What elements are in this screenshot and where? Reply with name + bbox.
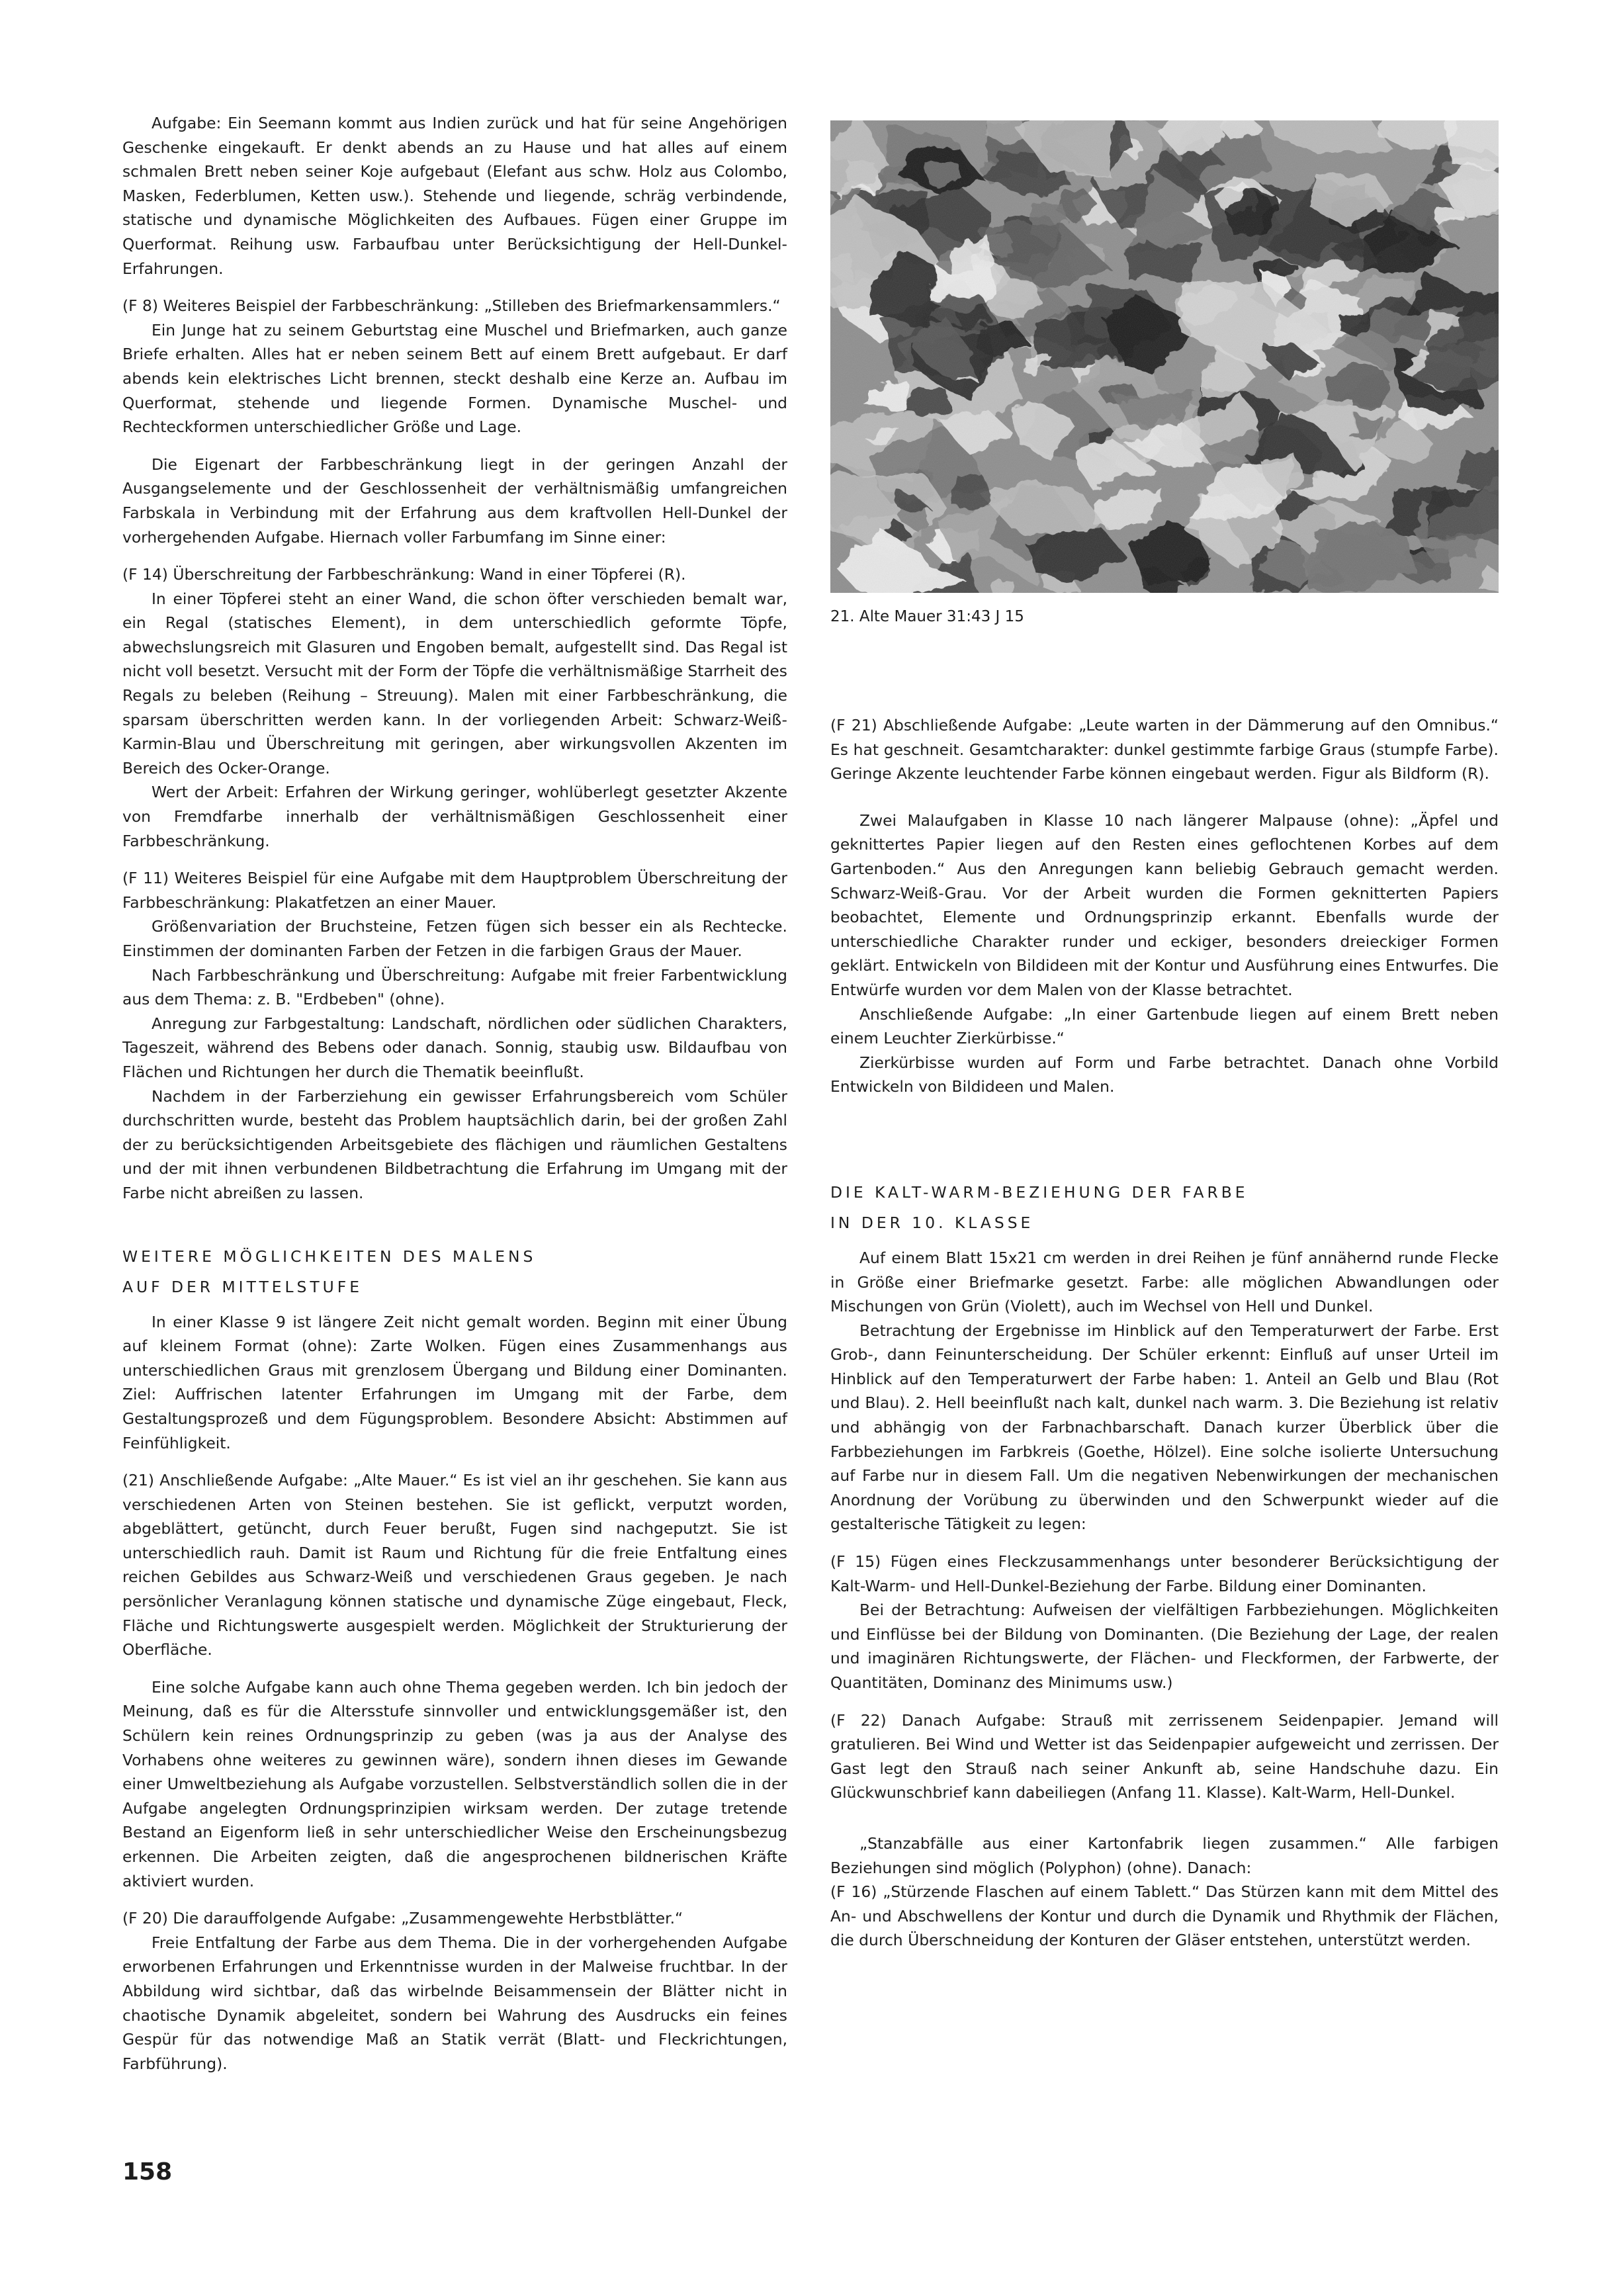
paragraph: (F 22) Danach Aufgabe: Strauß mit zerrissenem Seidenpapier. Jemand will gratulieren. Bei Wind und Wetter ist das Seidenpapier aufgeweicht und zerrissen. Der Gast legt den Strauß nach seiner Ankunft ab, seine Handschuhe dazu. Ein Glückwunschbrief kann dabeiliegen (Anfang 11. Klasse). Kalt-Warm, Hell-Dunkel. <box>830 1710 1499 1802</box>
section-heading-line: DIE KALT-WARM-BEZIEHUNG DER FARBE <box>830 1182 1249 1202</box>
paragraph: Ein Junge hat zu seinem Geburtstag eine Muschel und Briefmarken, auch ganze Briefe erhalten. Alles hat er neben seinem Bett auf einem Brett aufgebaut. Er darf abends kein elektrisches Licht brennen, steckt deshalb eine Kerze an. Aufbau im Querformat, stehende und liegende Formen. Dynamische Muschel- und Rechteckformen unterschiedlicher Größe und Lage. <box>122 320 787 437</box>
paragraph: Betrachtung der Ergebnisse im Hinblick auf den Temperaturwert der Farbe. Erst Grob-, dann Feinunterscheidung. Der Schüler erkennt: Einfluß auf unser Urteil im Hinblick auf den Temperaturwert der Farbe haben: 1. Anteil an Gelb und Blau (Rot und Blau). 2. Hell beeinflußt nach kalt, dunkel nach warm. 3. Die Beziehung ist relativ und abhängig von der Farbnachbarschaft. Danach kurzer Überblick über die Farbbeziehungen im Farbkreis (Goethe, Hölzel). Eine solche isolierte Untersuchung auf Farbe nur in diesem Fall. Um die negativen Nebenwirkungen der mechanischen Anordnung der Vorübung zu überwinden und den Schwerpunkt wieder auf die gestalterische Tätigkeit zu legen: <box>830 1321 1499 1534</box>
paragraph: Zierkürbisse wurden auf Form und Farbe betrachtet. Danach ohne Vorbild Entwickeln von Bildideen und Malen. <box>830 1053 1499 1096</box>
wall-texture <box>830 120 1499 593</box>
paragraph: Größenvariation der Bruchsteine, Fetzen fügen sich besser ein als Rechtecke. Einstimmen der dominanten Farben der Fetzen in die farbigen Graus der Mauer. <box>122 917 787 960</box>
paragraph: In einer Töpferei steht an einer Wand, die schon öfter verschieden bemalt war, ein Regal (statisches Element), in dem unterschiedlich geformte Töpfe, abwechslungsreich mit Glasuren und Engoben bemalt, aufgestellt sind. Das Regal ist nicht voll besetzt. Versucht mit der Form der Töpfe die verhältnismäßige Starrheit des Regals zu beleben (Reihung – Streuung). Malen mit einer Farbbeschränkung, die sparsam überschritten werden kann. In der vorliegenden Arbeit: Schwarz-Weiß-Karmin-Blau und Überschreitung mit geringen, aber wirkungsvollen Akzenten im Bereich des Ocker-Orange. <box>122 589 787 777</box>
right-column <box>830 111 1499 1953</box>
paragraph: Nachdem in der Farberziehung ein gewisser Erfahrungsbereich vom Schüler durchschritten wurde, besteht das Problem hauptsächlich darin, bei der großen Zahl der zu berücksichtigenden Arbeitsgebiete des flächigen und räumlichen Gestaltens und der mit ihnen verbundenen Bildbetrachtung die Erfahrung im Umgang mit der Farbe nicht abreißen zu lassen. <box>122 1086 787 1202</box>
stone-wall-illustration <box>830 120 1499 593</box>
paragraph: (F 16) „Stürzende Flaschen auf einem Tablett.“ Das Stürzen kann mit dem Mittel des An- und Abschwellens der Kontur und durch die Dynamik und Rhythmik der Flächen, die durch Überschneidung der Konturen der Gläser entstehen, unterstützt werden. <box>830 1882 1499 1950</box>
paragraph: Auf einem Blatt 15x21 cm werden in drei Reihen je fünf annähernd runde Flecke in Größe einer Briefmarke gesetzt. Farbe: alle möglichen Abwandlungen oder Mischungen von Grün (Violett), auch im Wechsel von Hell und Dunkel. <box>830 1248 1499 1316</box>
figure-caption: 21. Alte Mauer 31:43 J 15 <box>830 608 1024 625</box>
left-column <box>122 111 787 2076</box>
paragraph: (F 14) Überschreitung der Farbbeschränkung: Wand in einer Töpferei (R). <box>122 565 686 584</box>
figure-old-wall-image <box>830 120 1499 593</box>
paragraph: Anschließende Aufgabe: „In einer Gartenbude liegen auf einem Brett neben einem Leuchter Zierkürbisse.“ <box>830 1004 1499 1048</box>
paragraph: Nach Farbbeschränkung und Überschreitung: Aufgabe mit freier Farbentwicklung aus dem Thema: z. B. "Erdbeben" (ohne). <box>122 965 787 1009</box>
paragraph: Zwei Malaufgaben in Klasse 10 nach längerer Malpause (ohne): „Äpfel und geknittertes Papier liegen auf den Resten eines geflochtenen Korbes auf dem Gartenboden.“ Aus den Anregungen kann beliebig Gebrauch gemacht werden. Schwarz-Weiß-Grau. Vor der Arbeit wurden die Formen geknitterten Papiers beobachtet, Elemente und Ordnungsprinzip erkannt. Ebenfalls wurde der unterschiedliche Charakter runder und eckiger, besonders dreieckiger Formen geklärt. Entwickeln von Bildideen mit der Kontur und Ausführung eines Entwurfes. Die Entwürfe wurden vor dem Malen von der Klasse betrachtet. <box>830 811 1499 999</box>
section-heading-line: IN DER 10. KLASSE <box>830 1213 1034 1232</box>
paragraph: (F 21) Abschließende Aufgabe: „Leute warten in der Dämmerung auf den Omnibus.“ Es hat geschneit. Gesamtcharakter: dunkel gestimmte farbige Graus (stumpfe Farbe). Geringe Akzente leuchtender Farbe können eingebaut werden. Figur als Bildform (R). <box>830 716 1499 783</box>
paragraph: Wert der Arbeit: Erfahren der Wirkung geringer, wohlüberlegt gesetzter Akzente von Fremdfarbe innerhalb der verhältnismäßigen Geschlossenheit einer Farbbeschränkung. <box>122 783 787 850</box>
paragraph: (F 20) Die darauffolgende Aufgabe: „Zusammengewehte Herbstblätter.“ <box>122 1909 683 1928</box>
paragraph: (F 11) Weiteres Beispiel für eine Aufgabe mit dem Hauptproblem Überschreitung der Farbbeschränkung: Plakatfetzen an einer Mauer. <box>122 869 787 912</box>
section-heading <box>830 1177 1499 1238</box>
section-heading-line: AUF DER MITTELSTUFE <box>122 1277 363 1296</box>
paragraph: Freie Entfaltung der Farbe aus dem Thema. Die in der vorhergehenden Aufgabe erworbenen Erfahrungen und Erkenntnisse wurden in der Malweise fruchtbar. In der Abbildung wird sichtbar, daß das wirbelnde Beisammensein der Blätter nicht in chaotische Dynamik abgeleitet, sondern bei Wahrung des Ausdrucks ein feines Gespür für das notwendige Maß an Statik verrät (Blatt- und Fleckrichtungen, Farbführung). <box>122 1933 787 2073</box>
section-heading <box>122 1241 787 1302</box>
paragraph: Eine solche Aufgabe kann auch ohne Thema gegeben werden. Ich bin jedoch der Meinung, daß es für die Altersstufe sinnvoller und entwicklungsgemäßer ist, den Schülern kein reines Ordnungsprinzip zu geben (was ja aus der Analyse des Vorhabens ohne weiteres zu gewinnen wäre), sondern ihnen dieses im Gewande einer Umweltbeziehung als Aufgabe vorzustellen. Selbstverständlich sollen die in der Aufgabe angelegten Ordnungsprinzipien wirksam werden. Der zutage tretende Bestand an Eigenform ließ in sehr unterschiedlicher Weise den Erscheinungsbezug erkennen. Die Arbeiten zeigten, daß die angesprochenen bildnerischen Kräfte aktiviert wurden. <box>122 1677 787 1890</box>
paragraph: Die Eigenart der Farbbeschränkung liegt in der geringen Anzahl der Ausgangselemente und der Geschlossenheit der verhältnismäßig umfangreichen Farbskala in Verbindung mit der Erfahrung aus dem kraftvollen Hell-Dunkel der vorhergehenden Aufgabe. Hiernach voller Farbumfang im Sinne einer: <box>122 455 787 547</box>
paragraph: (F 8) Weiteres Beispiel der Farbbeschränkung: „Stilleben des Briefmarkensammlers.“ <box>122 296 781 316</box>
paragraph: Anregung zur Farbgestaltung: Landschaft, nördlichen oder südlichen Charakters, Tageszeit, während des Bebens oder danach. Sonnig, staubig usw. Bildaufbau von Flächen und Richtungen her durch die Thematik beeinflußt. <box>122 1014 787 1081</box>
paragraph: „Stanzabfälle aus einer Kartonfabrik liegen zusammen.“ Alle farbigen Beziehungen sind möglich (Polyphon) (ohne). Danach: <box>830 1833 1499 1877</box>
paragraph: (21) Anschließende Aufgabe: „Alte Mauer.“ Es ist viel an ihr geschehen. Sie kann aus verschiedenen Arten von Steinen bestehen. Sie ist geflickt, verputzt worden, abgeblättert, getüncht, durch Feuer berußt, Fugen sind nachgeputzt. Sie ist unterschiedlich rauh. Damit ist Raum und Richtung für die freie Entfaltung eines reichen Gebildes aus Schwarz-Weiß und verschiedenen Graus gegeben. Je nach persönlicher Veranlagung können statische und dynamische Züge eingebaut, Fleck, Fläche und Richtungswerte ausgespielt werden. Möglichkeit der Strukturierung der Oberfläche. <box>122 1471 787 1659</box>
section-heading-line: WEITERE MÖGLICHKEITEN DES MALENS <box>122 1247 537 1266</box>
paragraph: Aufgabe: Ein Seemann kommt aus Indien zurück und hat für seine Angehörigen Geschenke eingekauft. Er denkt abends an zu Hause und hat alles auf einem schmalen Brett neben seiner Koje aufgebaut (Elefant aus schw. Holz aus Colombo, Masken, Federblumen, Ketten usw.). Stehende und liegende, schräg verbindende, statische und dynamische Möglichkeiten des Aufbaues. Fügen einer Gruppe im Querformat. Reihung usw. Farbaufbau unter Berücksichtigung der Hell-Dunkel-Erfahrungen. <box>122 114 787 278</box>
paragraph: (F 15) Fügen eines Fleckzusammenhangs unter besonderer Berücksichtigung der Kalt-Warm- und Hell-Dunkel-Beziehung der Farbe. Bildung einer Dominanten. <box>830 1552 1499 1595</box>
paragraph: Bei der Betrachtung: Aufweisen der vielfältigen Farbbeziehungen. Möglichkeiten und Einflüsse bei der Bildung von Dominanten. (Die Beziehung der Lage, der realen und imaginären Richtungswerte, der Flächen- und Fleckformen, der Farbwerte, der Quantitäten, Dominanz des Minimums usw.) <box>830 1601 1499 1692</box>
paragraph: In einer Klasse 9 ist längere Zeit nicht gemalt worden. Beginn mit einer Übung auf kleinem Format (ohne): Zarte Wolken. Fügen eines Zusammenhangs aus unterschiedlichen Graus mit grenzlosem Übergang und Bildung einer Dominanten. Ziel: Auffrischen latenter Erfahrungen im Umgang mit der Farbe, dem Gestaltungsprozeß und dem Fügungsproblem. Besondere Absicht: Abstimmen auf Feinfühligkeit. <box>122 1312 787 1452</box>
page-number: 158 <box>122 2158 173 2186</box>
